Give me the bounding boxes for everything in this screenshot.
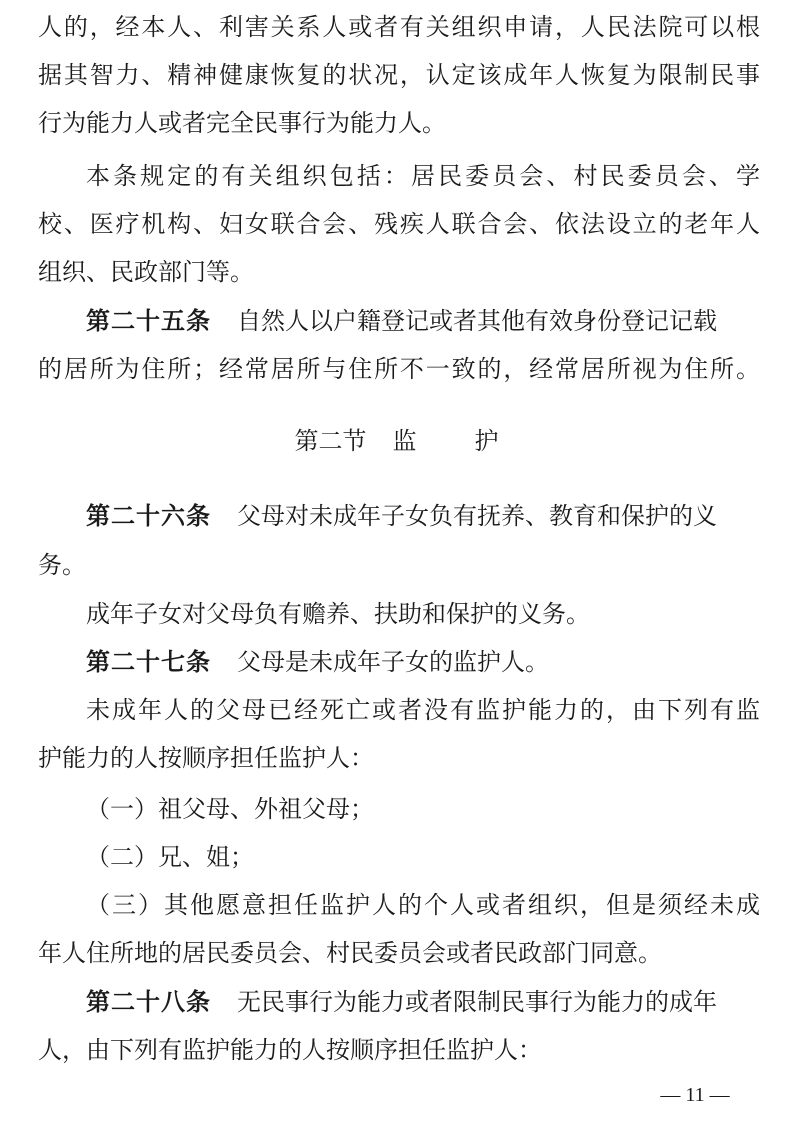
body-line: 本条规定的有关组织包括：居民委员会、村民委员会、学 <box>86 162 760 190</box>
body-line: 人的，经本人、利害关系人或者有关组织申请，人民法院可以根 <box>38 13 760 41</box>
list-item: （二）兄、姐； <box>86 843 254 871</box>
section-title: 监 <box>392 427 417 455</box>
body-line: 未成年人的父母已经死亡或者没有监护能力的，由下列有监 <box>86 696 760 724</box>
article-heading: 第二十五条 <box>86 307 211 335</box>
section-heading <box>0 421 793 461</box>
page-number: — 11 — <box>660 1084 730 1106</box>
body-line: 务。 <box>38 551 86 579</box>
list-item: （三）其他愿意担任监护人的个人或者组织，但是须经未成 <box>86 891 760 919</box>
body-line: 行为能力人或者完全民事行为能力人。 <box>38 109 446 137</box>
article-text: 无民事行为能力或者限制民事行为能力的成年 <box>237 988 717 1016</box>
article-27-first-line <box>86 642 760 682</box>
list-item: （一）祖父母、外祖父母； <box>86 795 374 823</box>
article-text: 父母是未成年子女的监护人。 <box>237 648 549 676</box>
article-text: 父母对未成年子女负有抚养、教育和保护的义 <box>237 502 717 530</box>
body-line: 人，由下列有监护能力的人按顺序担任监护人： <box>38 1036 542 1064</box>
section-title: 护 <box>474 427 499 455</box>
body-line: 护能力的人按顺序担任监护人： <box>38 744 374 772</box>
body-line: 据其智力、精神健康恢复的状况，认定该成年人恢复为限制民事 <box>38 61 760 89</box>
article-heading: 第二十六条 <box>86 502 211 530</box>
body-line: 的居所为住所；经常居所与住所不一致的，经常居所视为住所。 <box>38 355 760 383</box>
article-heading: 第二十八条 <box>86 988 211 1016</box>
article-25-first-line <box>86 301 760 341</box>
article-26-first-line <box>86 496 760 536</box>
article-heading: 第二十七条 <box>86 648 211 676</box>
body-line: 校、医疗机构、妇女联合会、残疾人联合会、依法设立的老年人 <box>38 210 760 238</box>
body-line: 组织、民政部门等。 <box>38 258 254 286</box>
article-text: 自然人以户籍登记或者其他有效身份登记记载 <box>237 307 717 335</box>
article-28-first-line <box>86 982 760 1022</box>
section-number: 第二节 <box>294 427 367 455</box>
body-line: 年人住所地的居民委员会、村民委员会或者民政部门同意。 <box>38 939 662 967</box>
body-line: 成年子女对父母负有赡养、扶助和保护的义务。 <box>86 600 590 628</box>
